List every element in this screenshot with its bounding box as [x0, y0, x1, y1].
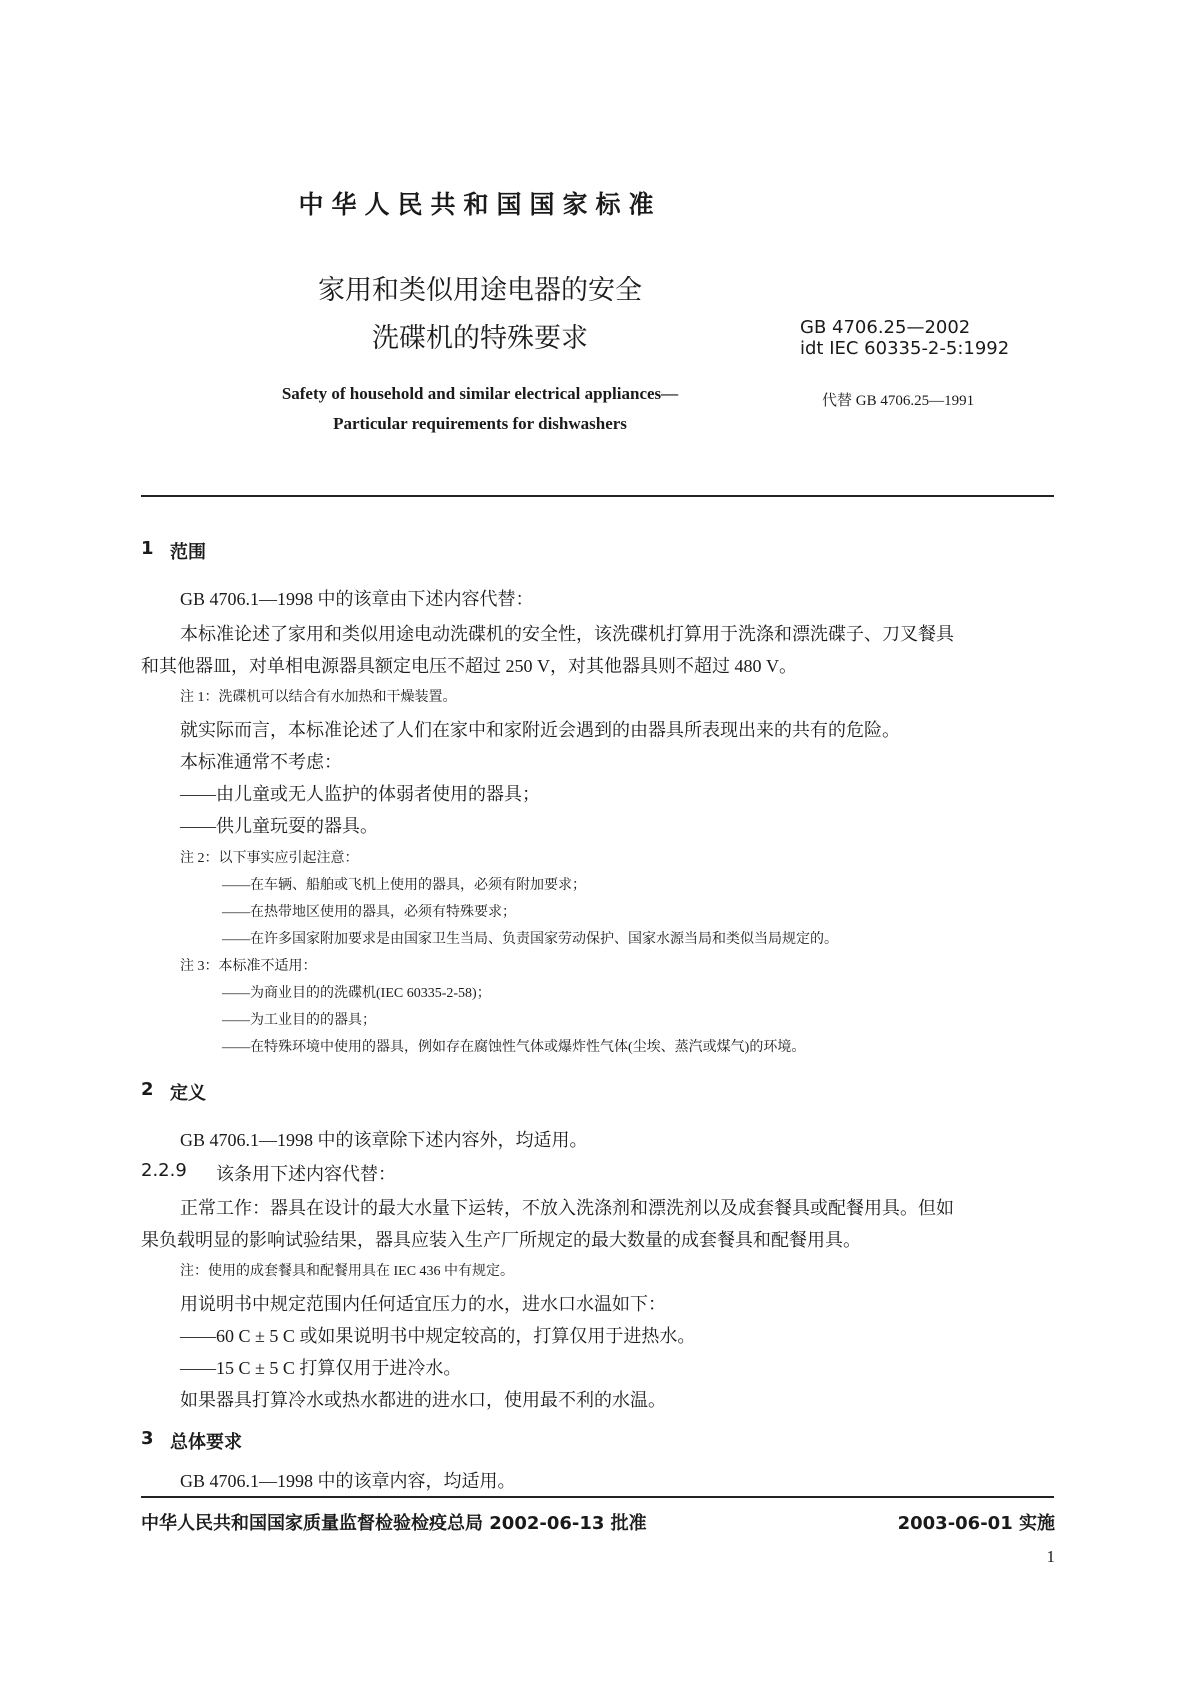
- section-2-dash-1: ——60 C ± 5 C 或如果说明书中规定较高的，打算仅用于进热水。: [180, 1326, 696, 1346]
- section-1-para-1: GB 4706.1—1998 中的该章由下述内容代替：: [180, 589, 534, 609]
- note-2-item: ——在热带地区使用的器具，必须有特殊要求；: [222, 905, 516, 920]
- header-divider: [141, 495, 1054, 497]
- effective-date: 2003-06-01 实施: [897, 1513, 1055, 1534]
- note-2-item: ——在许多国家附加要求是由国家卫生当局、负责国家劳动保护、国家水源当局和类似当局规定的。: [222, 932, 838, 947]
- clause-text: 该条用下述内容代替：: [216, 1164, 396, 1184]
- page-number: 1: [1046, 1547, 1055, 1566]
- section-1-note-1: 注 1：洗碟机可以结合有水加热和干燥装置。: [180, 690, 457, 705]
- english-title-line-1: Safety of household and similar electrical appliances—: [281, 384, 679, 403]
- section-1-para-3: 就实际而言，本标准论述了人们在家中和家附近会遇到的由器具所表现出来的共有的危险。: [180, 720, 900, 740]
- title-line-1: 家用和类似用途电器的安全: [318, 275, 642, 306]
- note-2-item: ——在车辆、船舶或飞机上使用的器具，必须有附加要求；: [222, 878, 586, 893]
- section-2-para-4: 如果器具打算冷水或热水都进的进水口，使用最不利的水温。: [180, 1390, 666, 1410]
- section-2-para-3: 用说明书中规定范围内任何适宜压力的水，进水口水温如下：: [180, 1294, 666, 1314]
- section-1-dash-1: ——由儿童或无人监护的体弱者使用的器具；: [180, 784, 540, 804]
- section-3-title: 总体要求: [170, 1432, 242, 1453]
- title-line-2: 洗碟机的特殊要求: [372, 323, 588, 354]
- section-1-number: 1: [141, 538, 154, 559]
- section-1-title: 范围: [170, 542, 206, 563]
- section-2-title: 定义: [170, 1083, 206, 1104]
- iec-equivalence: idt IEC 60335-2-5:1992: [800, 338, 1010, 359]
- standard-code: GB 4706.25—2002: [800, 317, 971, 338]
- note-3-item: ——在特殊环境中使用的器具，例如存在腐蚀性气体或爆炸性气体(尘埃、蒸汽或煤气)的环境。: [222, 1040, 806, 1055]
- national-standard-heading: 中华人民共和国国家标准: [298, 190, 662, 219]
- replaces-standard: 代替 GB 4706.25—1991: [822, 393, 975, 409]
- section-1-para-2b: 和其他器皿，对单相电源器具额定电压不超过 250 V，对其他器具则不超过 480 V。: [141, 656, 797, 676]
- section-2-note: 注：使用的成套餐具和配餐用具在 IEC 436 中有规定。: [180, 1264, 515, 1279]
- section-2-number: 2: [141, 1079, 154, 1100]
- section-2-para-2b: 果负载明显的影响试验结果，器具应装入生产厂所规定的最大数量的成套餐具和配餐用具。: [141, 1230, 861, 1250]
- note-3-item: ——为工业目的的器具；: [222, 1013, 376, 1028]
- section-1-dash-2: ——供儿童玩耍的器具。: [180, 816, 378, 836]
- clause-number: 2.2.9: [141, 1160, 187, 1181]
- section-1-para-4: 本标准通常不考虑：: [180, 752, 342, 772]
- section-2-dash-2: ——15 C ± 5 C 打算仅用于进冷水。: [180, 1358, 462, 1378]
- approval-statement: 中华人民共和国国家质量监督检验检疫总局 2002-06-13 批准: [141, 1513, 647, 1534]
- section-1-note-3: 注 3：本标准不适用：: [180, 959, 317, 974]
- footer-divider: [141, 1496, 1054, 1498]
- english-title-line-2: Particular requirements for dishwashers: [333, 414, 627, 433]
- section-2-para-2a: 正常工作：器具在设计的最大水量下运转，不放入洗涤剂和漂洗剂以及成套餐具或配餐用具。但如: [180, 1198, 954, 1218]
- section-1-para-2a: 本标准论述了家用和类似用途电动洗碟机的安全性，该洗碟机打算用于洗涤和漂洗碟子、刀叉餐具: [180, 624, 954, 644]
- section-3-para-1: GB 4706.1—1998 中的该章内容，均适用。: [180, 1471, 516, 1491]
- section-1-note-2: 注 2：以下事实应引起注意：: [180, 851, 359, 866]
- section-3-number: 3: [141, 1428, 154, 1449]
- note-3-item: ——为商业目的的洗碟机(IEC 60335-2-58)；: [222, 986, 491, 1001]
- section-2-para-1: GB 4706.1—1998 中的该章除下述内容外，均适用。: [180, 1130, 588, 1150]
